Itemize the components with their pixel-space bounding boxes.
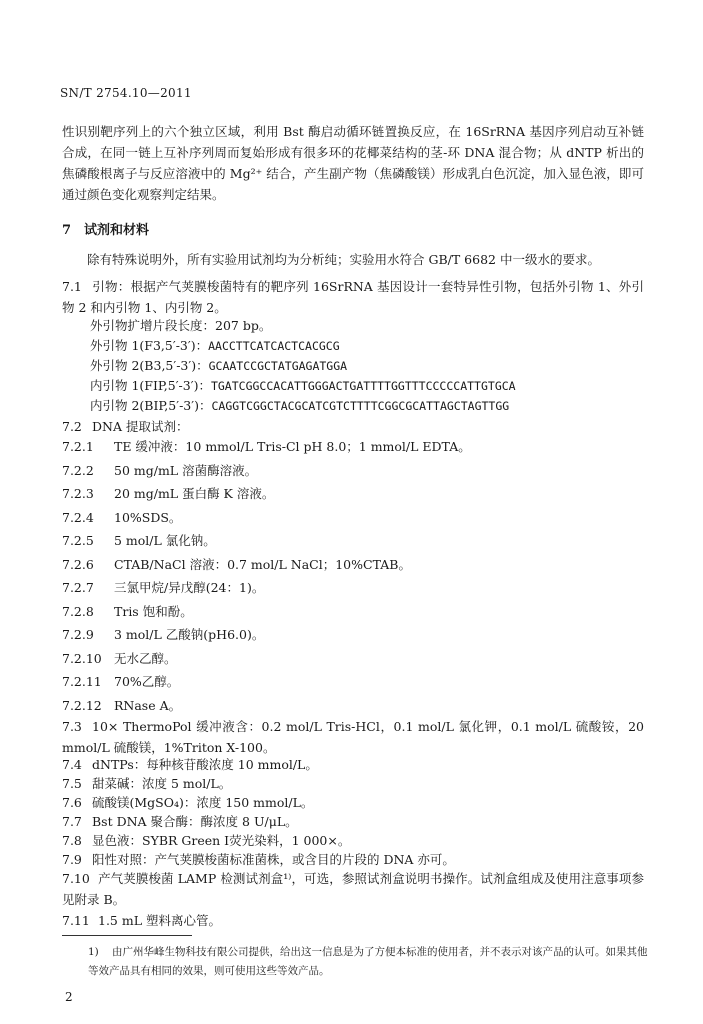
list-item	[62, 648, 644, 669]
list-item	[62, 507, 644, 528]
list-item	[62, 811, 644, 832]
item-text: CTAB/NaCl 溶液：0.7 mol/L NaCl；10%CTAB。	[114, 557, 411, 572]
item-text: 显色液：SYBR Green Ⅰ荧光染料，1 000×。	[92, 833, 351, 848]
list-item	[62, 773, 644, 794]
item-number: 7.9	[62, 852, 82, 867]
list-item	[62, 577, 644, 598]
list-item	[62, 436, 644, 457]
item-number: 7.2.11	[62, 674, 102, 689]
section-title: 试剂和材料	[84, 223, 150, 238]
footnote-divider	[62, 935, 192, 936]
item-text: Tris 饱和酚。	[114, 604, 193, 619]
item-number: 7.2.10	[62, 651, 102, 666]
footnote-text: 由广州华峰生物科技有限公司提供，给出这一信息是为了方便本标准的使用者，并不表示对该产品的认可。如果其他等效产品具有相同的效果，则可使用这些等效产品。	[88, 946, 648, 977]
item-number: 7.2.4	[62, 510, 94, 525]
list-item	[62, 792, 644, 813]
item-text: Bst DNA 聚合酶：酶浓度 8 U/μL。	[92, 814, 298, 829]
list-item	[62, 624, 644, 645]
item-text: 70%乙醇。	[114, 674, 180, 689]
primer-sequence: AACCTTCATCACTCACGCG	[208, 339, 340, 353]
primer-row	[90, 395, 509, 417]
item-number: 7.2.1	[62, 439, 94, 454]
list-item	[62, 601, 644, 622]
footnote-mark: 1)	[88, 946, 99, 958]
list-item	[62, 554, 644, 575]
item-text: DNA 提取试剂：	[92, 419, 189, 434]
primer-row	[90, 355, 347, 377]
primer-label: 内引物 2(BIP,5′-3′)：	[90, 398, 212, 413]
item-text: 无水乙醇。	[114, 651, 177, 666]
item-number: 7.2.2	[62, 463, 94, 478]
standard-code-header: SN/T 2754.10—2011	[60, 86, 192, 100]
item-text: 1.5 mL 塑料离心管。	[98, 913, 221, 928]
item-text: 50 mg/mL 溶菌酶溶液。	[114, 463, 258, 478]
list-item	[62, 695, 644, 716]
primer-label: 外引物 1(F3,5′-3′)：	[90, 338, 209, 353]
item-text: 甜菜碱：浓度 5 mol/L。	[92, 776, 232, 791]
footnote	[88, 943, 648, 981]
item-number: 7.2.12	[62, 698, 102, 713]
item-text: 硫酸镁(MgSO₄)：浓度 150 mmol/L。	[92, 795, 314, 810]
intro-paragraph: 性识别靶序列上的六个独立区域，利用 Bst 酶启动循环链置换反应，在 16SrRNA 基因序列启动互补链合成，在同一链上互补序列周而复始形成有很多环的花椰菜结构的茎-环 DNA 混合物；从 dNTP 析出的焦磷酸根离子与反应溶液中的 Mg²⁺ 结合，产生副产物（焦磷酸镁）形成乳白色沉淀，加入显色液，即可通过颜色变化观察判定结果。	[62, 124, 644, 202]
item-number: 7.8	[62, 833, 82, 848]
list-item	[62, 910, 644, 931]
item-number: 7.5	[62, 776, 82, 791]
item-text: TE 缓冲液：10 mmol/L Tris-Cl pH 8.0；1 mmol/L EDTA。	[114, 439, 471, 454]
list-item	[62, 868, 644, 910]
primer-label: 内引物 1(FIP,5′-3′)：	[90, 378, 211, 393]
item-text: 20 mg/mL 蛋白酶 K 溶液。	[114, 486, 275, 501]
item-number: 7.11	[62, 913, 90, 928]
item-text: 引物：根据产气荚膜梭菌特有的靶序列 16SrRNA 基因设计一套特异性引物，包括外引物 1、外引物 2 和内引物 1、内引物 2。	[62, 279, 644, 315]
list-item	[62, 830, 644, 851]
section-7-heading	[62, 219, 149, 238]
item-text: 3 mol/L 乙酸钠(pH6.0)。	[114, 627, 265, 642]
item-text: 10× ThermoPol 缓冲液含：0.2 mol/L Tris-HCl，0.1 mol/L 氯化钾，0.1 mol/L 硫酸铵，20 mmol/L 硫酸镁，1%Triton X-100。	[62, 719, 644, 755]
list-item	[62, 460, 644, 481]
item-number: 7.2.7	[62, 580, 94, 595]
section-7-intro: 除有特殊说明外，所有实验用试剂均为分析纯；实验用水符合 GB/T 6682 中一级水的要求。	[87, 252, 600, 267]
item-number: 7.2	[62, 419, 82, 434]
item-number: 7.2.6	[62, 557, 94, 572]
item-number: 7.3	[62, 719, 82, 734]
page-number: 2	[65, 990, 73, 1004]
item-text: 5 mol/L 氯化钠。	[114, 533, 216, 548]
primer-row	[90, 375, 516, 397]
primer-sequence: GCAATCCGCTATGAGATGGA	[208, 359, 348, 373]
amplicon-length: 外引物扩增片段长度：207 bp。	[90, 318, 272, 333]
list-item	[62, 483, 644, 504]
primer-sequence: CAGGTCGGCTACGCATCGTCTTTTCGGCGCATTAGCTAGTTGG	[211, 399, 510, 413]
item-number: 7.2.3	[62, 486, 94, 501]
item-text: 阳性对照：产气荚膜梭菌标准菌株，或含目的片段的 DNA 亦可。	[92, 852, 455, 867]
item-7-1	[62, 276, 644, 318]
item-text: 产气荚膜梭菌 LAMP 检测试剂盒¹⁾，可选，参照试剂盒说明书操作。试剂盒组成及使用注意事项参见附录 B。	[62, 871, 644, 907]
primer-sequence: TGATCGGCCACATTGGGACTGATTTTGGTTTCCCCCATTGTGCA	[210, 379, 516, 393]
item-text: 10%SDS。	[114, 510, 182, 525]
section-number: 7	[62, 223, 72, 238]
item-number: 7.6	[62, 795, 82, 810]
item-number: 7.2.5	[62, 533, 94, 548]
list-item	[62, 849, 644, 870]
list-item	[62, 716, 644, 758]
item-number: 7.4	[62, 757, 82, 772]
item-text: 三氯甲烷/异戊醇(24：1)。	[114, 580, 265, 595]
item-number: 7.2.9	[62, 627, 94, 642]
item-number: 7.10	[62, 871, 90, 886]
list-item	[62, 671, 644, 692]
list-item	[62, 530, 644, 551]
item-7-2	[62, 416, 644, 437]
item-number: 7.1	[62, 279, 82, 294]
list-item	[62, 754, 644, 775]
item-text: RNase A。	[114, 698, 182, 713]
item-number: 7.7	[62, 814, 82, 829]
item-number: 7.2.8	[62, 604, 94, 619]
item-text: dNTPs：每种核苷酸浓度 10 mmol/L。	[92, 757, 318, 772]
primer-row	[90, 335, 340, 357]
primer-label: 外引物 2(B3,5′-3′)：	[90, 358, 209, 373]
